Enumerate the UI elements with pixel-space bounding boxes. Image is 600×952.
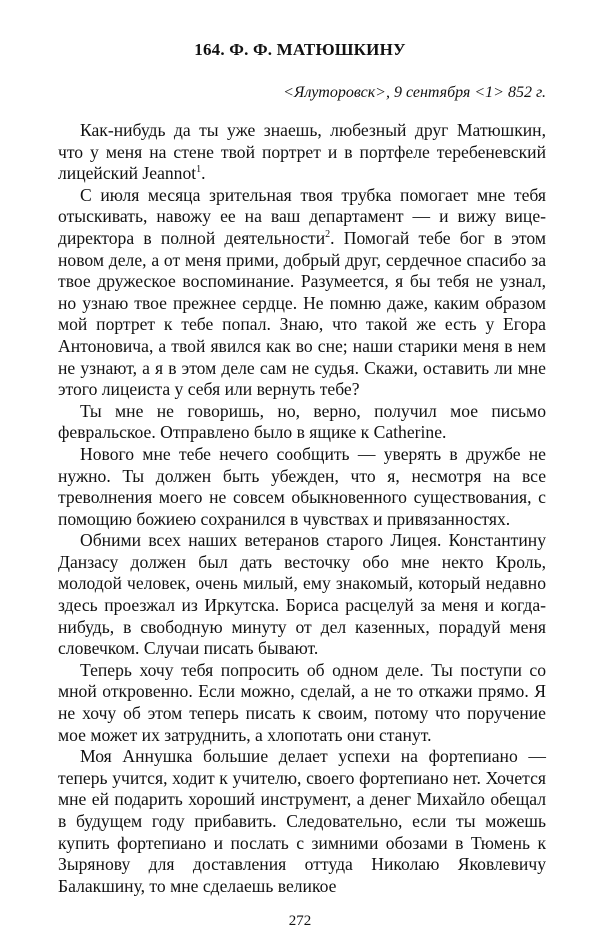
paragraph: Ты мне не говоришь, но, верно, получил мое письмо февральское. Отправлено было в ящике к Catherine. [58,400,546,443]
page-number: 272 [288,913,312,929]
letter-heading: 164. Ф. Ф. МАТЮШКИНУ [194,40,406,59]
paragraph: Как-нибудь да ты уже знаешь, любезный друг Матюшкин, что у меня на стене твой портрет и в портфеле теребеневский лицейский Jeannot$^1$. [58,120,546,184]
footnote-marker: 1 [196,164,202,176]
letter-body [58,120,546,897]
footnote-marker: 2 [325,229,331,241]
paragraph: Нового мне тебе нечего сообщить — уверять в дружбе не нужно. Ты должен быть убежден, что я, несмотря на все треволнения моего не совсем обыкновенного существования, с помощию божиею сохранился в чувствах и привязанностях. [58,443,546,529]
paragraph: Моя Аннушка большие делает успехи на фортепиано — теперь учится, ходит к учителю, своего фортепиано нет. Хочется мне ей подарить хороший инструмент, а денег Михайло обещал в будущем году прибавить. Следовательно, если ты можешь купить фортепиано и послать с зимними обозами в Тюмень к Зырянову для доставления оттуда Николаю Яковлевичу Балакшину, то мне сделаешь великое [58,746,546,896]
paragraph: С июля месяца зрительная твоя трубка помогает мне тебя отыскивать, навожу ее на ваш департамент — и вижу вице-директора в полной деятельности$^2$. Помогай тебе бог в этом новом деле, а от меня прими, добрый друг, сердечное спасибо за твое дружеское воспоминание. Разумеется, я бы тебя не узнал, но узнаю твое прежнее сердце. Не помню даже, каким образом мой портрет к тебе попал. Знаю, что такой же есть у Егора Антоновича, а твой явился как во сне; наши старики меня в нем не узнают, а я в этом деле сам не судья. Скажи, оставить ли мне этого лицеиста у себя или вернуть тебе? [58,184,546,400]
paragraph: Теперь хочу тебя попросить об одном деле. Ты поступи со мной откровенно. Если можно, сделай, а не то откажи прямо. Я не хочу об этом теперь писать к своим, потому что поручение мое может их затруднить, а хлопотать они станут. [58,659,546,745]
letter-dateline: <Ялуторовск>, 9 сентября <1> 852 г. [283,84,546,101]
paragraph: Обними всех наших ветеранов старого Лицея. Константину Данзасу должен был дать весточку обо мне некто Кроль, молодой человек, очень милый, ему знакомый, который недавно здесь проезжал из Иркутска. Бориса расцелуй за меня и когда-нибудь, в свободную минуту от дел казенных, порадуй меня словечком. Случаи писать бывают. [58,530,546,659]
